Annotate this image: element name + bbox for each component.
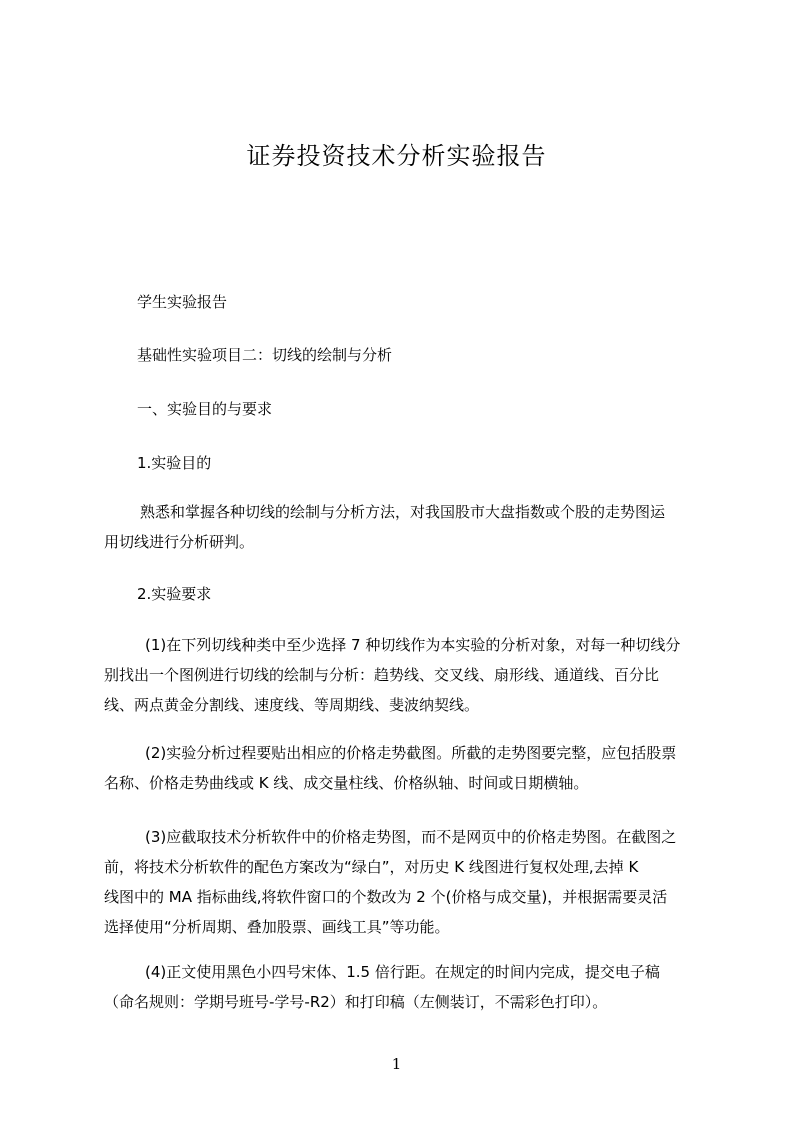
subheading-purpose: 1.实验目的 — [137, 454, 212, 472]
document-title: 证券投资技术分析实验报告 — [246, 142, 547, 170]
requirement-line: 名称、价格走势曲线或 K 线、成交量柱线、价格纵轴、时间或日期横轴。 — [104, 774, 589, 792]
requirement-4-paragraph — [104, 957, 710, 1017]
purpose-line: 用切线进行分析研判。 — [104, 533, 255, 551]
subheading-requirements: 2.实验要求 — [137, 585, 212, 603]
report-subtitle: 学生实验报告 — [137, 293, 228, 311]
purpose-line: 熟悉和掌握各种切线的绘制与分析方法，对我国股市大盘指数或个股的走势图运 — [140, 503, 666, 521]
requirement-line: (1)在下列切线种类中至少选择 7 种切线作为本实验的分析对象，对每一种切线分 — [145, 636, 681, 654]
requirement-line: (2)实验分析过程要贴出相应的价格走势截图。所截的走势图要完整，应包括股票 — [145, 744, 677, 762]
requirement-line: 别找出一个图例进行切线的绘制与分析：趋势线、交叉线、扇形线、通道线、百分比 — [104, 666, 660, 684]
requirement-2-paragraph — [104, 738, 710, 798]
requirement-line: 选择使用“分析周期、叠加股票、画线工具”等功能。 — [104, 918, 450, 936]
requirement-1-paragraph — [104, 630, 710, 720]
requirement-line: 线图中的 MA 指标曲线,将软件窗口的个数改为 2 个(价格与成交量)，并根据需要灵活 — [104, 888, 668, 906]
requirement-line: （命名规则：学期号班号-学号-R2）和打印稿（左侧装订，不需彩色打印）。 — [104, 993, 608, 1011]
purpose-paragraph — [104, 497, 710, 557]
project-heading: 基础性实验项目二：切线的绘制与分析 — [137, 346, 393, 364]
requirement-line: (3)应截取技术分析软件中的价格走势图，而不是网页中的价格走势图。在截图之 — [145, 828, 677, 846]
section-heading-objectives: 一、实验目的与要求 — [137, 400, 273, 418]
requirement-line: 前，将技术分析软件的配色方案改为“绿白”，对历史 K 线图进行复权处理,去掉 K — [104, 858, 639, 876]
requirement-line: (4)正文使用黑色小四号宋体、1.5 倍行距。在规定的时间内完成，提交电子稿 — [145, 963, 660, 981]
requirement-line: 线、两点黄金分割线、速度线、等周期线、斐波纳契线。 — [104, 696, 480, 714]
page-number: 1 — [391, 1055, 402, 1073]
requirement-3-paragraph — [104, 822, 710, 942]
